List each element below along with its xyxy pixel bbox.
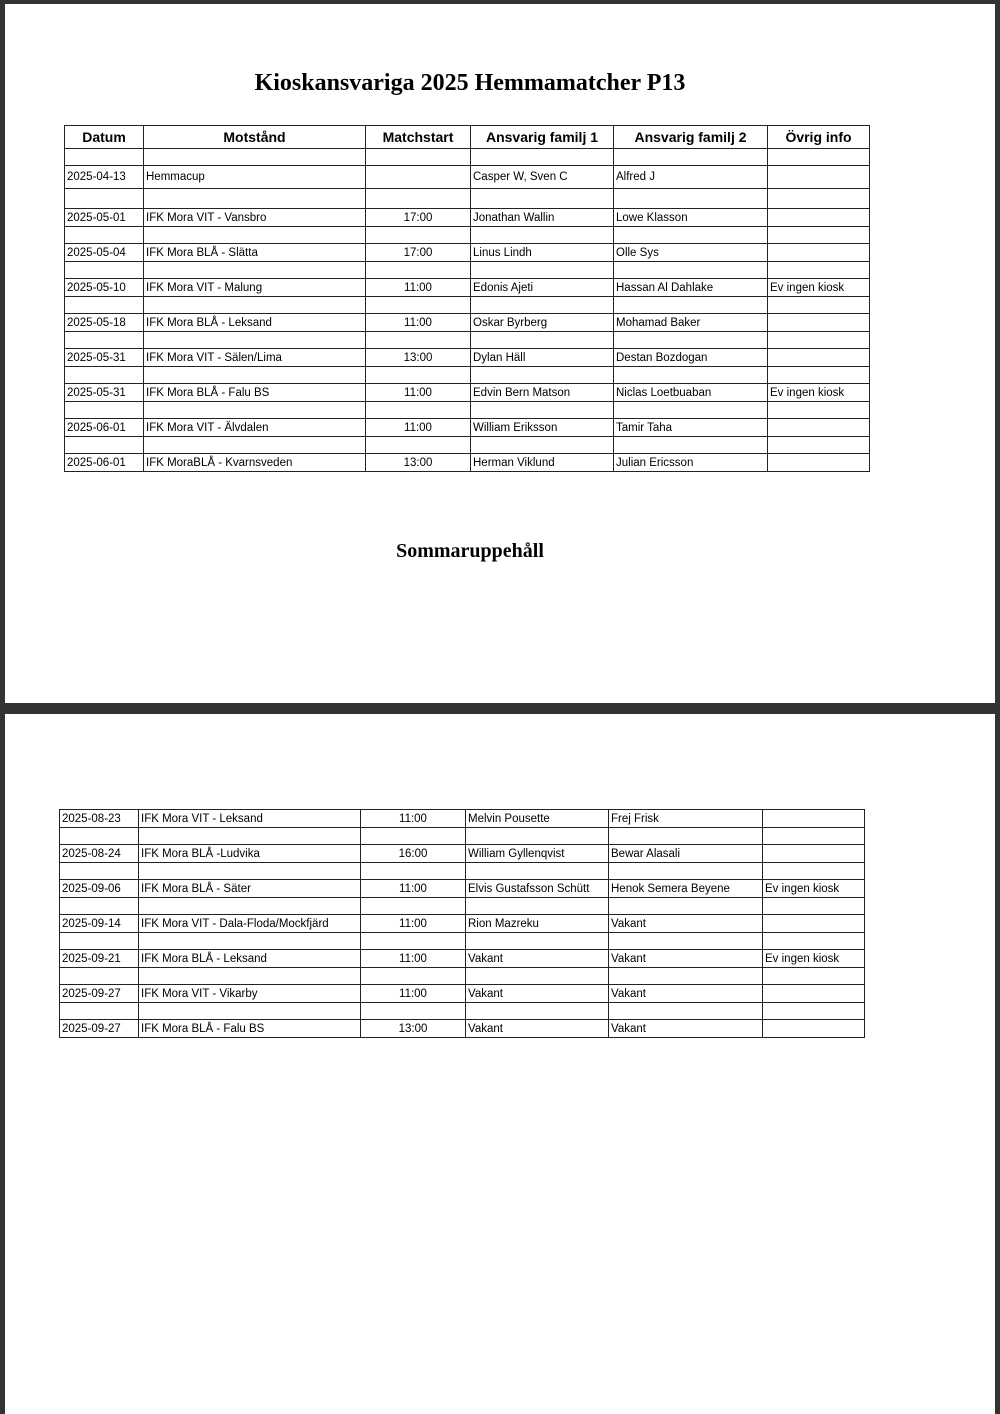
cell-family-2: Henok Semera Beyene — [609, 880, 763, 898]
cell-family-1: Vakant — [466, 985, 609, 1003]
cell-info — [763, 810, 865, 828]
cell-start: 13:00 — [366, 349, 471, 367]
spacer-row — [65, 332, 870, 349]
cell-family-2: Vakant — [609, 985, 763, 1003]
cell-info: Ev ingen kiosk — [768, 279, 870, 297]
cell-info — [763, 1020, 865, 1038]
cell-opponent: IFK Mora BLÅ - Falu BS — [139, 1020, 361, 1038]
cell-opponent: IFK MoraBLÅ - Kvarnsveden — [144, 454, 366, 472]
cell-family-2: Olle Sys — [614, 244, 768, 262]
cell-opponent: IFK Mora BLÅ -Ludvika — [139, 845, 361, 863]
summer-break-heading: Sommaruppehåll — [396, 540, 544, 562]
table-row — [65, 314, 870, 332]
cell-info: Ev ingen kiosk — [768, 384, 870, 402]
cell-opponent: IFK Mora VIT - Leksand — [139, 810, 361, 828]
cell-family-2: Hassan Al Dahlake — [614, 279, 768, 297]
cell-opponent: IFK Mora VIT - Sälen/Lima — [144, 349, 366, 367]
cell-opponent: Hemmacup — [144, 166, 366, 189]
cell-family-2: Destan Bozdogan — [614, 349, 768, 367]
cell-info — [768, 454, 870, 472]
spacer-row — [65, 297, 870, 314]
cell-date: 2025-05-31 — [65, 349, 144, 367]
cell-family-1: Elvis Gustafsson Schütt — [466, 880, 609, 898]
spacer-row — [60, 828, 865, 845]
cell-family-2: Bewar Alasali — [609, 845, 763, 863]
cell-family-2: Tamir Taha — [614, 419, 768, 437]
cell-start: 17:00 — [366, 209, 471, 227]
cell-family-1: Casper W, Sven C — [471, 166, 614, 189]
header-opponent: Motstånd — [144, 126, 366, 149]
cell-family-2: Julian Ericsson — [614, 454, 768, 472]
table-header-row — [65, 126, 870, 149]
table-row — [60, 915, 865, 933]
cell-date: 2025-05-04 — [65, 244, 144, 262]
cell-family-1: William Eriksson — [471, 419, 614, 437]
document-page-1 — [5, 4, 995, 703]
cell-date: 2025-09-06 — [60, 880, 139, 898]
schedule-table-autumn — [59, 809, 865, 1038]
page-title: Kioskansvariga 2025 Hemmamatcher P13 — [254, 70, 686, 96]
cell-family-1: Rion Mazreku — [466, 915, 609, 933]
cell-family-1: Melvin Pousette — [466, 810, 609, 828]
cell-family-1: Linus Lindh — [471, 244, 614, 262]
cell-info: Ev ingen kiosk — [763, 950, 865, 968]
cell-family-1: Vakant — [466, 1020, 609, 1038]
table-row — [60, 880, 865, 898]
header-family-2: Ansvarig familj 2 — [614, 126, 768, 149]
cell-date: 2025-04-13 — [65, 166, 144, 189]
table-row — [65, 384, 870, 402]
cell-date: 2025-09-21 — [60, 950, 139, 968]
table-row — [60, 845, 865, 863]
cell-start: 11:00 — [361, 950, 466, 968]
cell-date: 2025-06-01 — [65, 454, 144, 472]
cell-family-1: Jonathan Wallin — [471, 209, 614, 227]
cell-start: 11:00 — [361, 915, 466, 933]
cell-opponent: IFK Mora VIT - Älvdalen — [144, 419, 366, 437]
table-row — [65, 279, 870, 297]
cell-start: 13:00 — [361, 1020, 466, 1038]
header-date: Datum — [65, 126, 144, 149]
cell-start: 11:00 — [361, 880, 466, 898]
cell-family-2: Niclas Loetbuaban — [614, 384, 768, 402]
cell-date: 2025-05-01 — [65, 209, 144, 227]
table-row — [60, 950, 865, 968]
cell-info — [768, 209, 870, 227]
cell-opponent: IFK Mora BLÅ - Leksand — [139, 950, 361, 968]
cell-family-2: Vakant — [609, 950, 763, 968]
spacer-row — [60, 898, 865, 915]
cell-date: 2025-05-18 — [65, 314, 144, 332]
cell-date: 2025-09-27 — [60, 985, 139, 1003]
cell-family-2: Lowe Klasson — [614, 209, 768, 227]
table-row — [65, 209, 870, 227]
cell-info — [763, 845, 865, 863]
cell-start: 13:00 — [366, 454, 471, 472]
cell-date: 2025-08-24 — [60, 845, 139, 863]
header-family-1: Ansvarig familj 1 — [471, 126, 614, 149]
cell-opponent: IFK Mora VIT - Malung — [144, 279, 366, 297]
cell-family-1: Oskar Byrberg — [471, 314, 614, 332]
spacer-row — [60, 1003, 865, 1020]
cell-family-2: Vakant — [609, 1020, 763, 1038]
table-row — [65, 419, 870, 437]
table-row — [60, 985, 865, 1003]
cell-opponent: IFK Mora BLÅ - Leksand — [144, 314, 366, 332]
cell-family-1: Edonis Ajeti — [471, 279, 614, 297]
cell-info — [768, 314, 870, 332]
cell-opponent: IFK Mora BLÅ - Falu BS — [144, 384, 366, 402]
cell-date: 2025-09-14 — [60, 915, 139, 933]
table-row — [65, 454, 870, 472]
cell-start: 17:00 — [366, 244, 471, 262]
table-row — [60, 810, 865, 828]
cell-info — [768, 419, 870, 437]
cell-info — [768, 166, 870, 189]
cell-opponent: IFK Mora BLÅ - Säter — [139, 880, 361, 898]
table-row — [65, 244, 870, 262]
spacer-row — [60, 863, 865, 880]
cell-info — [763, 915, 865, 933]
cell-family-2: Alfred J — [614, 166, 768, 189]
spacer-row — [65, 367, 870, 384]
header-match-start: Matchstart — [366, 126, 471, 149]
cell-start: 11:00 — [366, 419, 471, 437]
cell-start: 11:00 — [361, 985, 466, 1003]
spacer-row — [65, 189, 870, 209]
cell-start: 11:00 — [366, 314, 471, 332]
cell-opponent: IFK Mora BLÅ - Slätta — [144, 244, 366, 262]
cell-info — [763, 985, 865, 1003]
spacer-row — [65, 402, 870, 419]
cell-family-2: Vakant — [609, 915, 763, 933]
table-row — [65, 166, 870, 189]
cell-info: Ev ingen kiosk — [763, 880, 865, 898]
cell-info — [768, 349, 870, 367]
spacer-row — [65, 262, 870, 279]
spacer-row — [60, 968, 865, 985]
cell-family-2: Frej Frisk — [609, 810, 763, 828]
cell-family-1: Edvin Bern Matson — [471, 384, 614, 402]
cell-opponent: IFK Mora VIT - Dala-Floda/Mockfjärd — [139, 915, 361, 933]
cell-date: 2025-06-01 — [65, 419, 144, 437]
cell-family-1: Herman Viklund — [471, 454, 614, 472]
cell-family-2: Mohamad Baker — [614, 314, 768, 332]
spacer-row — [65, 437, 870, 454]
spacer-row — [60, 933, 865, 950]
table-row — [65, 349, 870, 367]
cell-family-1: William Gyllenqvist — [466, 845, 609, 863]
cell-date: 2025-05-10 — [65, 279, 144, 297]
cell-opponent: IFK Mora VIT - Vansbro — [144, 209, 366, 227]
cell-date: 2025-09-27 — [60, 1020, 139, 1038]
cell-family-1: Vakant — [466, 950, 609, 968]
cell-start: 11:00 — [366, 279, 471, 297]
cell-start — [366, 166, 471, 189]
cell-info — [768, 244, 870, 262]
cell-start: 11:00 — [366, 384, 471, 402]
table-row — [60, 1020, 865, 1038]
spacer-row — [65, 149, 870, 166]
cell-start: 11:00 — [361, 810, 466, 828]
cell-family-1: Dylan Häll — [471, 349, 614, 367]
cell-opponent: IFK Mora VIT - Vikarby — [139, 985, 361, 1003]
cell-start: 16:00 — [361, 845, 466, 863]
cell-date: 2025-05-31 — [65, 384, 144, 402]
spacer-row — [65, 227, 870, 244]
header-other-info: Övrig info — [768, 126, 870, 149]
schedule-table-spring — [64, 125, 870, 472]
cell-date: 2025-08-23 — [60, 810, 139, 828]
